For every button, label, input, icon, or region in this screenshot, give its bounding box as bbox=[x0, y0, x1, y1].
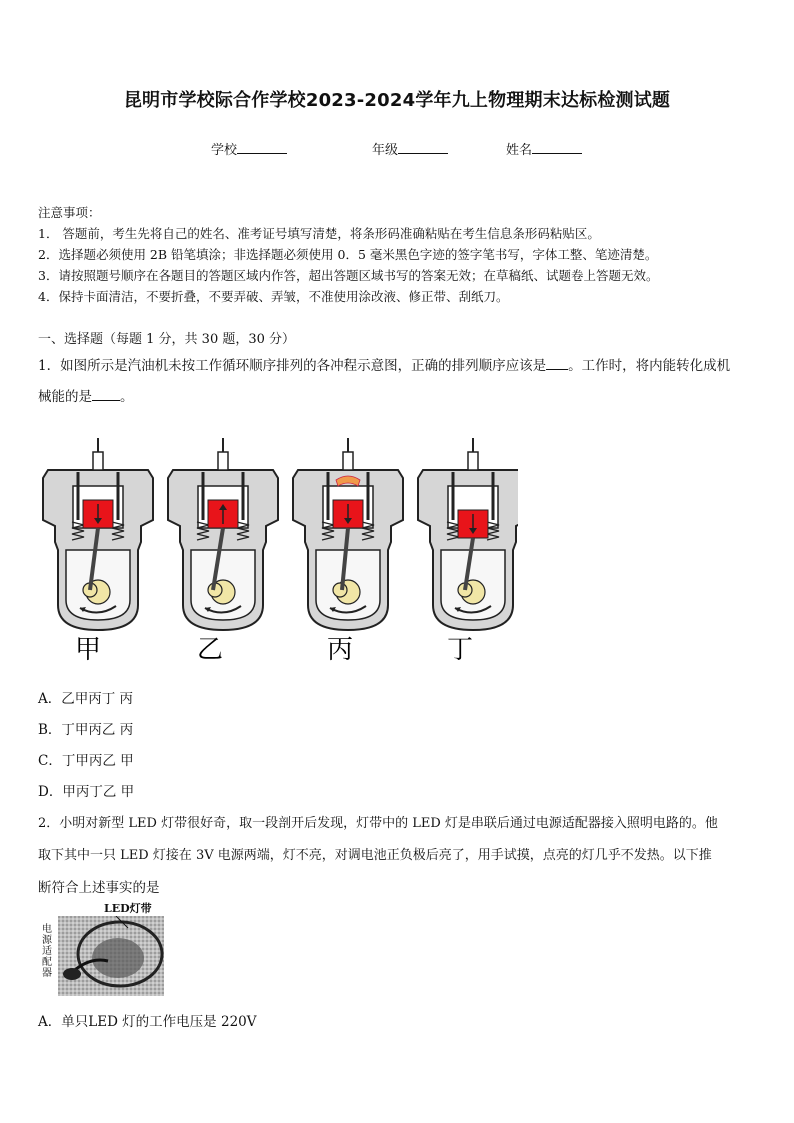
engine-diagram-ding bbox=[418, 438, 518, 630]
q1-option-c[interactable]: C．丁甲丙乙 甲 bbox=[38, 753, 134, 769]
name-blank[interactable] bbox=[532, 141, 582, 154]
question-2-line-2: 取下其中一只 LED 灯接在 3V 电源两端，灯不亮，对调电池正负极后亮了，用手试摸，点亮的灯几乎不发热。以下推 bbox=[38, 848, 712, 863]
led-strip-photo bbox=[58, 916, 164, 996]
grade-label: 年级 bbox=[372, 143, 399, 158]
q1-text-c: 械能的是 bbox=[38, 389, 92, 405]
engine-diagram-yi bbox=[168, 438, 278, 630]
section-heading: 一、选择题（每题 1 分，共 30 题，30 分） bbox=[38, 332, 296, 347]
school-label: 学校 bbox=[211, 143, 238, 158]
led-strip-figure bbox=[38, 898, 166, 998]
question-1-line-2 bbox=[38, 385, 134, 405]
page-title: 昆明市学校际合作学校2023-2024学年九上物理期末达标检测试题 bbox=[123, 90, 671, 111]
question-1-line-1 bbox=[38, 354, 730, 374]
q1-text-b: 。工作时，将内能转化成机 bbox=[568, 358, 731, 374]
q1-text-d: 。 bbox=[120, 389, 134, 405]
q2-option-a[interactable]: A．单只LED 灯的工作电压是 220V bbox=[38, 1014, 257, 1030]
notice-item: 2．选择题必须使用 2B 铅笔填涂；非选择题必须使用 0．5 毫米黑色字迹的签字笔书写，字体工整、笔迹清楚。 bbox=[38, 247, 658, 262]
engine-label-yi: 乙 bbox=[196, 635, 224, 665]
q1-option-a[interactable]: A．乙甲丙丁 丙 bbox=[38, 691, 134, 707]
q1-option-b[interactable]: B．丁甲丙乙 丙 bbox=[38, 722, 134, 738]
question-2-line-3: 断符合上述事实的是 bbox=[38, 880, 160, 896]
grade-blank[interactable] bbox=[398, 141, 448, 154]
q1-option-d[interactable]: D．甲丙丁乙 甲 bbox=[38, 784, 135, 800]
engine-strokes-figure bbox=[38, 420, 518, 670]
q1-text-a: 1．如图所示是汽油机未按工作循环顺序排列的各冲程示意图，正确的排列顺序应该是 bbox=[38, 358, 547, 374]
engine-diagram-bing bbox=[293, 438, 403, 630]
notice-item: 1． 答题前，考生先将自己的姓名、准考证号填写清楚，将条形码准确粘贴在考生信息条形码粘贴区。 bbox=[38, 226, 600, 241]
engine-label-jia: 甲 bbox=[74, 635, 102, 665]
engine-label-bing: 丙 bbox=[326, 635, 354, 665]
school-field bbox=[211, 139, 287, 158]
school-blank[interactable] bbox=[237, 141, 287, 154]
q1-blank-1[interactable] bbox=[546, 357, 568, 370]
power-adapter-label: 电 源 适 配 器 bbox=[42, 924, 52, 979]
question-2-line-1: 2．小明对新型 LED 灯带很好奇，取一段剖开后发现，灯带中的 LED 灯是串联后通过电源适配器接入照明电路的。他 bbox=[38, 816, 718, 831]
grade-field bbox=[372, 139, 448, 158]
notice-item: 4．保持卡面清洁，不要折叠，不要弄破、弄皱，不准使用涂改液、修正带、刮纸刀。 bbox=[38, 289, 509, 304]
name-label: 姓名 bbox=[506, 143, 533, 158]
name-field bbox=[506, 139, 582, 158]
q1-blank-2[interactable] bbox=[92, 388, 120, 401]
notice-item: 3．请按照题号顺序在各题目的答题区域内作答，超出答题区域书写的答案无效；在草稿纸、试题卷上答题无效。 bbox=[38, 268, 659, 283]
engine-diagram-jia bbox=[43, 438, 153, 630]
led-strip-label: LED灯带 bbox=[104, 902, 152, 915]
notice-heading: 注意事项： bbox=[38, 205, 101, 220]
engine-label-ding: 丁 bbox=[446, 635, 474, 665]
